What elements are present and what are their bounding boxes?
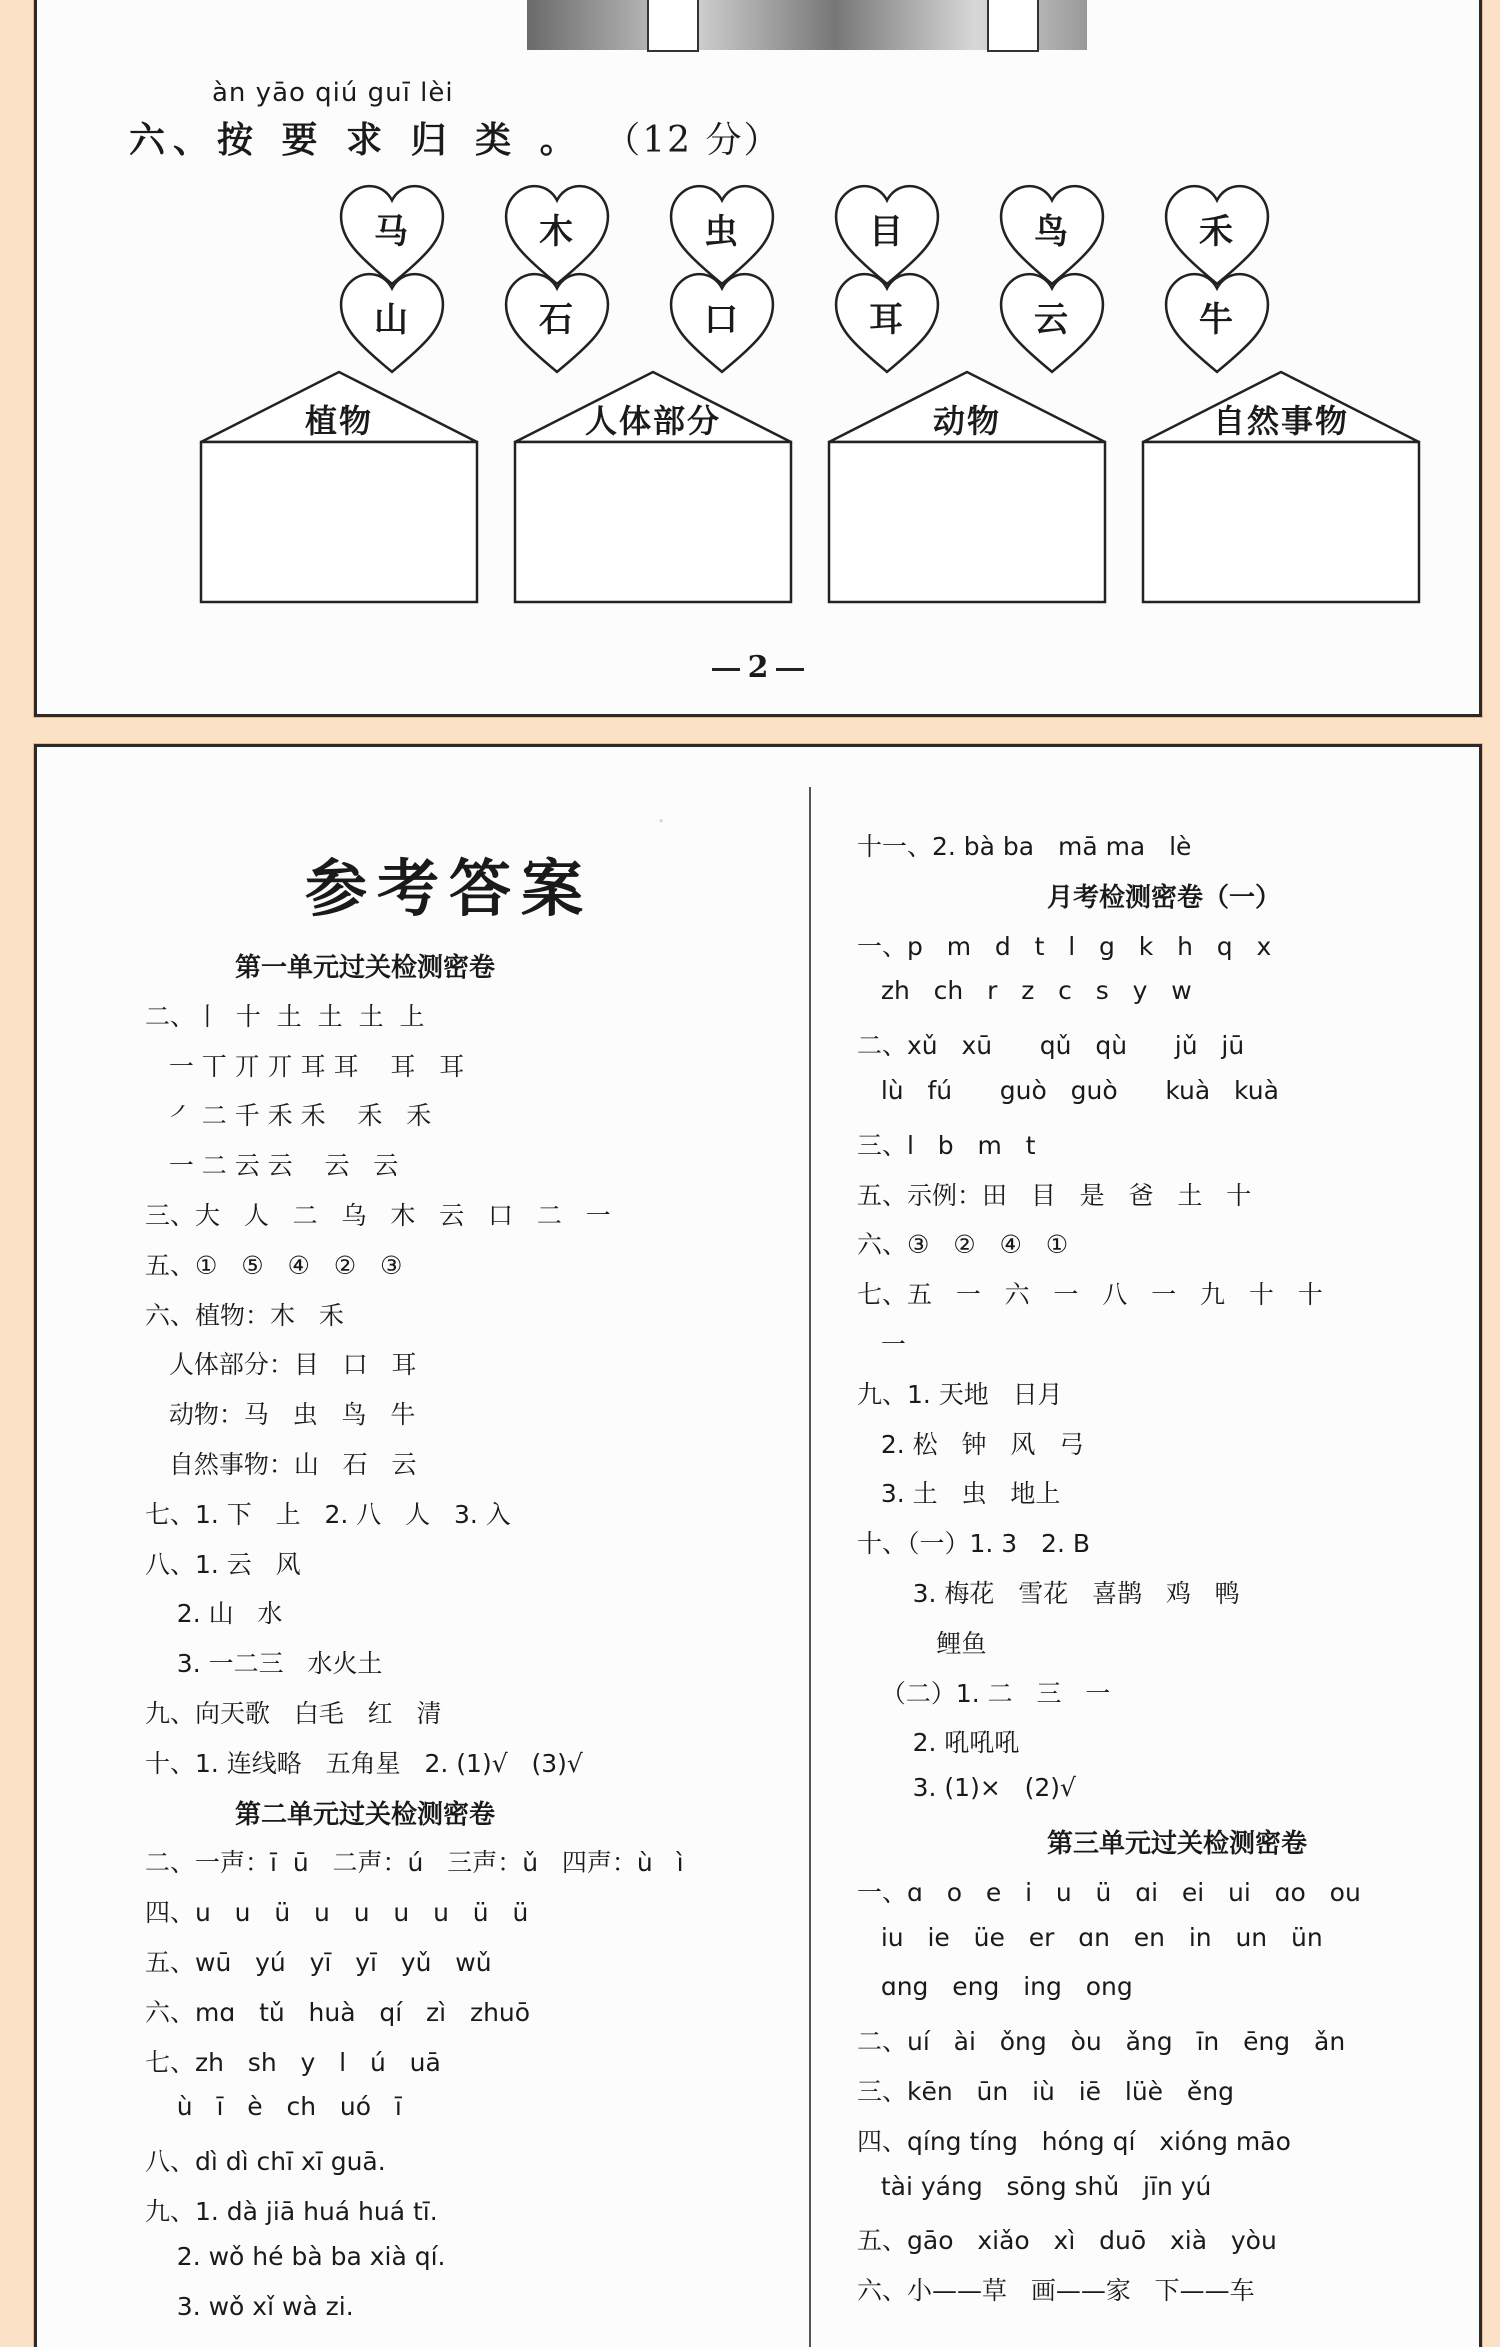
heart-character: 虫	[704, 212, 738, 252]
answer-line: 八、1. 云 风	[145, 1549, 301, 1579]
answer-line: 二、丨 十 土 土 土 上	[145, 1001, 425, 1031]
answer-line: 三、大 人 二 乌 木 云 口 二 一	[145, 1201, 611, 1230]
answer-title: 参考答案	[305, 852, 594, 925]
answer-line: 动物：马 虫 鸟 牛	[145, 1400, 416, 1430]
answer-line: 五、gāo xiǎo xì duō xià yòu	[857, 2226, 1277, 2256]
answer-line: 五、① ⑤ ④ ② ③	[145, 1250, 403, 1280]
answer-line: 2. wǒ hé bà ba xià qí.	[145, 2241, 446, 2271]
heart-character: 云	[1034, 300, 1068, 340]
answer-line: ù ī è ch uó ī	[145, 2092, 402, 2122]
heart-character: 木	[539, 212, 573, 252]
answer-line: 一、ɑ o e i u ü ɑi ei ui ɑo ou	[857, 1877, 1361, 1907]
answer-line: 八、dì dì chī xī guā.	[145, 2147, 386, 2177]
answer-line: （二）1. 二 三 一	[857, 1678, 1111, 1708]
heart-card	[667, 270, 779, 382]
answer-page	[34, 744, 1482, 2347]
answer-line: 六、小——草 画——家 下——车	[857, 2276, 1255, 2306]
answer-line: iu ie üe er ɑn en in un ün	[857, 1922, 1323, 1952]
answer-line: 二、一声：ī ū 二声：ú 三声：ǔ 四声：ù ì	[145, 1848, 684, 1878]
section-title	[129, 112, 781, 163]
exercise-page	[34, 0, 1482, 717]
heart-character: 耳	[869, 300, 903, 340]
answer-line: 四、u u ü u u u u ü ü	[145, 1898, 529, 1928]
answer-box	[647, 0, 699, 52]
heart-card	[832, 270, 944, 382]
category-house	[825, 368, 1109, 608]
answer-line: 十一、2. bà ba mā ma lè	[857, 832, 1192, 861]
answer-line: 2. 吼吼吼	[857, 1728, 1020, 1758]
answer-line: 五、示例：田 目 是 爸 土 十	[857, 1180, 1252, 1210]
answer-line: ㇒ 二 千 禾 禾 禾 禾	[145, 1101, 432, 1131]
answer-line: 3. (1)× (2)√	[857, 1773, 1076, 1803]
answer-line: ɑng eng ing ong	[857, 1972, 1133, 2002]
section-pinyin: àn yāo qiú guī lèi	[212, 78, 454, 108]
section-title-text: 六、按 要 求 归 类 。	[129, 119, 584, 161]
heart-character: 口	[704, 300, 738, 340]
category-label: 人体部分	[584, 402, 721, 440]
answer-line: 3. 一二三 水火土	[145, 1649, 383, 1679]
answer-line: 五、wū yú yī yī yǔ wǔ	[145, 1948, 492, 1977]
answer-line: 自然事物：山 石 云	[145, 1450, 417, 1479]
answer-line: 九、向天歌 白毛 红 清	[145, 1699, 442, 1728]
answer-section-heading: 月考检测密卷（一）	[1047, 882, 1282, 913]
answer-line: 七、五 一 六 一 八 一 九 十 十	[857, 1280, 1323, 1310]
section-points: （12 分）	[604, 120, 782, 161]
answer-line: 二、uí ài ǒng òu ǎng īn ēng ǎn	[857, 2027, 1346, 2057]
answer-section-heading: 第二单元过关检测密卷	[235, 1799, 496, 1830]
heart-character: 牛	[1199, 300, 1233, 340]
answer-line: 十、1. 连线略 五角星 2. (1)√ (3)√	[145, 1748, 583, 1778]
answer-line: 七、zh sh y l ú uā	[145, 2047, 441, 2077]
heart-character: 目	[869, 212, 903, 252]
answer-line: lù fú guò guò kuà kuà	[857, 1076, 1279, 1105]
heart-card	[502, 270, 614, 382]
category-house	[197, 368, 481, 608]
category-label: 植物	[304, 402, 373, 440]
heart-character: 鸟	[1034, 212, 1068, 252]
answer-line: 三、kēn ūn iù iē lüè ěng	[857, 2077, 1234, 2106]
answer-line: tài yáng sōng shǔ jīn yú	[857, 2171, 1212, 2201]
answer-line: 四、qíng tíng hóng qí xióng māo	[857, 2126, 1291, 2156]
category-house	[511, 368, 795, 608]
answer-line: 2. 松 钟 风 弓	[857, 1429, 1085, 1459]
answer-line: 九、1. dà jiā huá huá tī.	[145, 2197, 438, 2226]
heart-card	[997, 270, 1109, 382]
answer-section-heading: 第三单元过关检测密卷	[1047, 1829, 1308, 1859]
answer-line: 3. wǒ xǐ wà zi.	[145, 2291, 354, 2321]
answer-line: zh ch r z c s y w	[857, 976, 1192, 1006]
column-divider	[809, 787, 811, 2347]
answer-line: 人体部分：目 口 耳	[145, 1350, 417, 1380]
answer-line: 一、p m d t l g k h q x	[857, 931, 1272, 961]
answer-box	[987, 0, 1039, 52]
answer-line: 一 丅 丌 丌 耳 耳 耳 耳	[145, 1051, 465, 1081]
bleed-through-text: ·	[657, 807, 666, 837]
answer-line: 三、l b m t	[857, 1130, 1036, 1160]
category-house	[1139, 368, 1423, 608]
answer-line: 3. 梅花 雪花 喜鹊 鸡 鸭	[857, 1579, 1240, 1608]
heart-character: 石	[539, 300, 573, 340]
answer-line: 九、1. 天地 日月	[857, 1379, 1063, 1409]
answer-line: 一	[857, 1330, 906, 1359]
answer-line: 二、xǔ xū qǔ qù jǔ jū	[857, 1031, 1245, 1061]
answer-line: 六、③ ② ④ ①	[857, 1230, 1069, 1260]
heart-character: 禾	[1199, 212, 1233, 252]
answer-line: 七、1. 下 上 2. 八 人 3. 入	[145, 1499, 511, 1529]
heart-cards	[337, 182, 1337, 382]
answer-line: 3. 土 虫 地上	[857, 1479, 1061, 1509]
answer-line: 十、（一）1. 3 2. B	[857, 1529, 1090, 1559]
heart-character: 山	[374, 300, 408, 340]
heart-card	[337, 270, 449, 382]
category-label: 自然事物	[1212, 402, 1349, 440]
illustration-strip	[527, 0, 1087, 50]
answer-line: 2. 山 水	[145, 1599, 283, 1629]
heart-card	[1162, 270, 1274, 382]
answer-line: 一 二 云 云 云 云	[145, 1151, 399, 1181]
category-label: 动物	[932, 402, 1001, 440]
heart-character: 马	[374, 212, 408, 252]
page-number: 2	[37, 650, 1479, 685]
answer-line: 六、mɑ tǔ huà qí zì zhuō	[145, 1997, 531, 2027]
answer-line: 六、植物：木 禾	[145, 1300, 344, 1330]
category-houses	[197, 368, 1477, 608]
answer-section-heading: 第一单元过关检测密卷	[235, 953, 496, 983]
answer-line: 鲤鱼	[857, 1628, 987, 1658]
